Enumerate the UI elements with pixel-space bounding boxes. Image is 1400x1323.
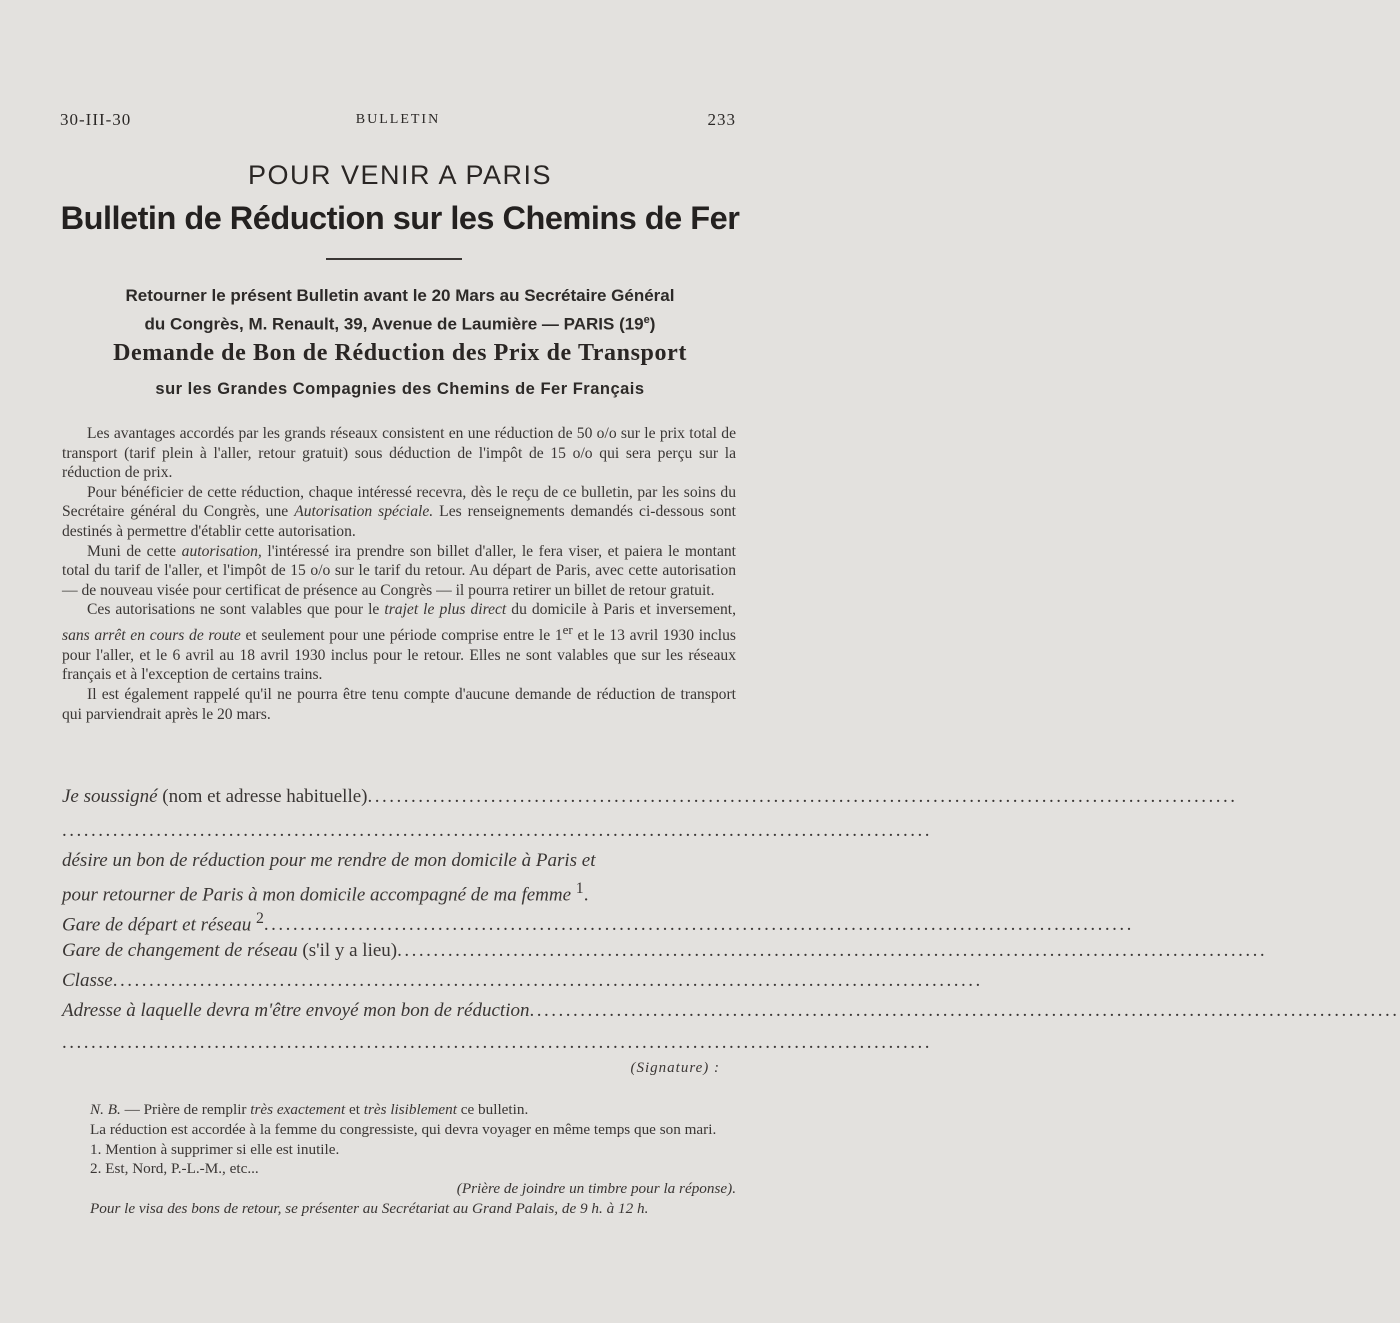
nb-label: N. B.: [90, 1101, 121, 1118]
form-line-classe: [62, 970, 983, 998]
instructions-line-2-end: ): [649, 314, 656, 334]
form-label-sil-y-a-lieu: (s'il y a lieu): [297, 940, 398, 961]
instructions-line-1: Retourner le présent Bulletin avant le 20 Mars au Secrétaire Général: [125, 286, 675, 305]
form-text-desire: désire un bon de réduction pour me rendre de mon domicile à Paris et: [62, 850, 596, 871]
heading-pour-venir-a-paris: POUR VENIR A PARIS: [247, 160, 553, 190]
form-label-soussigne: Je soussigné: [62, 786, 158, 807]
header-date: 30-III-30: [60, 110, 132, 129]
note-nb: [62, 1100, 736, 1120]
p4-emphasis-1: trajet le plus direct: [384, 601, 507, 619]
form-text-retourner: pour retourner de Paris à mon domicile accompagné de ma femme: [62, 884, 576, 906]
notes-section: [62, 1100, 736, 1219]
note-visa: [62, 1199, 736, 1219]
fill-dots[interactable]: ........................................................................................................................: [62, 1032, 932, 1053]
nb-emphasis-2: très lisiblement: [363, 1101, 457, 1118]
signature-label: (Signature) :: [630, 1060, 720, 1076]
fill-dots[interactable]: ........................................................................................................................: [367, 786, 1238, 807]
nb-emphasis-1: très exactement: [250, 1101, 346, 1118]
paragraph-rappel: Il est également rappelé qu'il ne pourra être tenu compte d'aucune demande de réduction de transport qui parviendrait après le 20 mars.: [62, 685, 736, 723]
separator-rule: [326, 258, 462, 260]
fill-dots[interactable]: ........................................................................................................................: [62, 820, 932, 841]
form-line-blank: [62, 820, 932, 848]
nb-text-b: et: [345, 1101, 364, 1118]
form-line-gare-changement: [62, 940, 1268, 968]
paragraph-muni: [62, 542, 736, 601]
form-label-adresse-envoi: Adresse à laquelle devra m'être envoyé mon bon de réduction: [62, 1000, 530, 1021]
instructions-line-2: [50, 308, 750, 337]
header-title: BULLETIN: [355, 112, 441, 127]
p4-superscript: er: [562, 621, 573, 637]
form-label-classe: Classe: [62, 970, 113, 991]
note-timbre-text: (Prière de joindre un timbre pour la réponse).: [456, 1180, 736, 1198]
page-number: 233: [707, 110, 736, 129]
form-label-nom-adresse: (nom et adresse habituelle): [157, 786, 368, 807]
footnote-ref-2: 2: [256, 910, 264, 927]
heading-demande-de-bon: Demande de Bon de Réduction des Prix de Transport: [113, 340, 687, 366]
p4-text-d: et le 13 avril 1930 inclus pour l'aller, et le 6 avril au 18 avril 1930 inclus pour le retour. Elles ne sont valables que sur les réseaux français et à l'exception de certains trains.: [62, 627, 736, 684]
nb-text-c: ce bulletin.: [456, 1101, 529, 1118]
paragraph-autorisations: [62, 600, 736, 685]
form-line-blank-2: [62, 1032, 932, 1060]
p4-text-a: Ces autorisations ne sont valables que pour le: [87, 601, 385, 619]
p4-text-b: du domicile à Paris et inversement,: [506, 601, 736, 619]
instructions-line-2-text: du Congrès, M. Renault, 39, Avenue de Laumière — PARIS (19: [144, 314, 644, 334]
form-line-retourner: [62, 880, 736, 908]
fill-dots[interactable]: ........................................................................................................................: [397, 940, 1268, 961]
p3-text-b: l'intéressé ira prendre son billet d'aller, le fera viser, et paiera le montant total du tarif de l'aller, et l'impôt de 15 o/o sur le tarif du retour. Au départ de Paris, avec cette autorisation — de nouveau visée pour certificat de présence au Congrès — il pourra retirer un billet de retour gratuit.: [62, 542, 736, 599]
form-label-gare-changement: Gare de changement de réseau: [62, 940, 298, 961]
form-text-period: .: [583, 884, 589, 906]
paragraph-beneficier: [62, 483, 736, 542]
nb-text-a: — Prière de remplir: [120, 1101, 251, 1118]
heading-bulletin-de-reduction: Bulletin de Réduction sur les Chemins de Fer: [60, 200, 740, 236]
p4-text-c: et seulement pour une période comprise entre le 1: [240, 627, 563, 645]
p4-emphasis-2: sans arrêt en cours de route: [62, 627, 241, 645]
p2-emphasis: Autorisation spéciale.: [294, 503, 434, 521]
body-paragraphs: [62, 424, 736, 724]
note-visa-text: Pour le visa des bons de retour, se présenter au Secrétariat au Grand Palais, de 9 h. à 12 h.: [90, 1199, 649, 1217]
p2-text-a: Pour bénéficier de cette réduction, chaque intéressé recevra, dès le reçu de ce bulletin, par les soins du Secrétaire général du Congrès, une: [62, 483, 736, 521]
return-instructions: [50, 283, 750, 337]
p3-emphasis: autorisation,: [181, 542, 262, 560]
form-line-adresse: [62, 1000, 1400, 1028]
note-reduction-femme: La réduction est accordée à la femme du congressiste, qui devra voyager en même temps que son mari.: [90, 1120, 717, 1138]
p3-text-a: Muni de cette: [87, 542, 182, 560]
fill-dots[interactable]: ........................................................................................................................: [112, 970, 983, 991]
paragraph-avantages: Les avantages accordés par les grands réseaux consistent en une réduction de 50 o/o sur le prix total de transport (tarif plein à l'aller, retour gratuit) sous déduction de l'impôt de 15 o/o qui sera perçu sur la réduction de prix.: [62, 425, 736, 482]
form-line-desire: [62, 850, 736, 878]
note-timbre: [62, 1179, 736, 1199]
form-label-gare-depart: Gare de départ et réseau: [62, 914, 256, 936]
form-line-name-address: [62, 786, 1238, 814]
fill-dots[interactable]: ........................................................................................................................: [529, 1000, 1400, 1021]
footnote-ref-1: 1: [575, 880, 584, 897]
instructions-superscript: e: [643, 314, 650, 326]
subheading-grandes-compagnies: sur les Grandes Compagnies des Chemins de Fer Français: [155, 380, 645, 398]
p2-text-b: Les renseignements demandés ci-dessous sont destinés à permettre d'établir cette autorisation.: [62, 503, 736, 540]
footnote-2: 2. Est, Nord, P.-L.-M., etc...: [90, 1160, 259, 1178]
fill-dots[interactable]: ........................................................................................................................: [263, 914, 1134, 936]
page-header: [60, 110, 736, 134]
form-line-gare-depart: [62, 910, 1134, 938]
footnote-1: 1. Mention à supprimer si elle est inutile.: [90, 1140, 340, 1158]
